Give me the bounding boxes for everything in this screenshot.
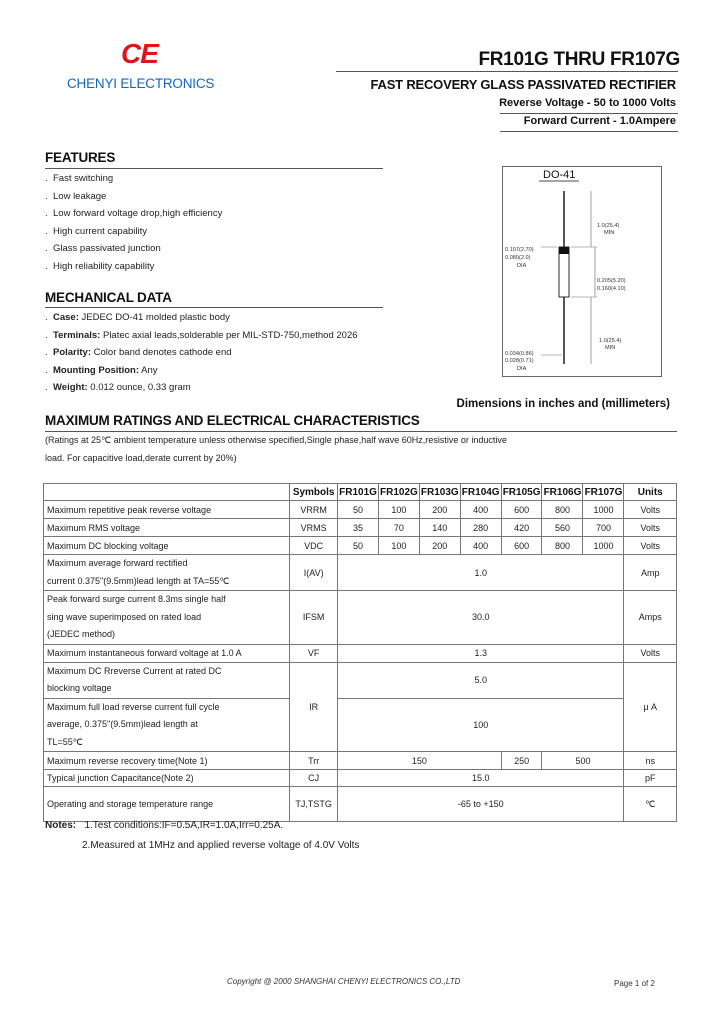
row-value: 150 [338, 752, 502, 770]
row-symbol: VRMS [290, 519, 338, 537]
row-value: 200 [419, 501, 460, 519]
cathode-band [559, 247, 569, 254]
row-value: 420 [501, 519, 542, 537]
row-symbol: IR [290, 662, 338, 752]
row-desc: Maximum average forward rectified current 0.375"(9.5mm)lead length at TA=55℃ [44, 555, 290, 591]
row-value: 700 [583, 519, 624, 537]
dim-lead-length-min: MIN [604, 230, 615, 236]
row-desc: Peak forward surge current 8.3ms single half sing wave superimposed on rated load (JEDEC method) [44, 591, 290, 645]
row-value: 280 [460, 519, 501, 537]
feature-item: . High reliability capability [45, 260, 155, 272]
row-value: 50 [338, 537, 379, 555]
mechanical-list [45, 309, 358, 397]
row-value: 100 [378, 501, 419, 519]
table-row [44, 770, 677, 787]
table-row [44, 501, 677, 519]
row-value: 15.0 [338, 770, 624, 787]
row-value: 100 [378, 537, 419, 555]
mechanical-item: . Weight: 0.012 ounce, 0.33 gram [45, 382, 191, 394]
row-value: 250 [501, 752, 542, 770]
mechanical-divider [45, 307, 383, 308]
row-value: 800 [542, 537, 583, 555]
row-unit: Amp [624, 555, 677, 591]
row-desc: Maximum instantaneous forward voltage at 1.0 A [44, 644, 290, 662]
features-list [45, 170, 222, 276]
header-units: Units [624, 484, 677, 501]
row-value: 1.0 [338, 555, 624, 591]
table-row [44, 698, 677, 752]
row-value: 1000 [583, 537, 624, 555]
header-fr105g: FR105G [501, 484, 542, 501]
row-unit: Volts [624, 519, 677, 537]
header-divider-mid [500, 113, 678, 114]
row-symbol: TJ,TSTG [290, 787, 338, 822]
row-unit: Volts [624, 537, 677, 555]
row-desc: Maximum RMS voltage [44, 519, 290, 537]
note-2: 2.Measured at 1MHz and applied reverse voltage of 4.0V Volts [82, 840, 360, 851]
row-desc: Maximum DC blocking voltage [44, 537, 290, 555]
row-desc: Maximum DC Rreverse Current at rated DC blocking voltage [44, 662, 290, 698]
row-value: 70 [378, 519, 419, 537]
header-fr104g: FR104G [460, 484, 501, 501]
row-desc: Maximum full load reverse current full cycle average, 0.375"(9.5mm)lead length at TL=55℃ [44, 698, 290, 752]
row-desc: Operating and storage temperature range [44, 787, 290, 822]
row-symbol: VF [290, 644, 338, 662]
dim-body-dia-b: 0.080(2.0) [505, 255, 531, 261]
header-fr102g: FR102G [378, 484, 419, 501]
ratings-note-2: load. For capacitive load,derate current by 20%) [45, 453, 237, 463]
company-logo: CE [121, 38, 158, 69]
row-value: 800 [542, 501, 583, 519]
mechanical-item: . Terminals: Platec axial leads,solderable per MIL-STD-750,method 2026 [45, 329, 358, 341]
row-value: 1.3 [338, 644, 624, 662]
reverse-voltage-spec: Reverse Voltage - 50 to 1000 Volts [499, 97, 676, 109]
row-unit: ℃ [624, 787, 677, 822]
diode-body [559, 247, 569, 297]
feature-item: . Low leakage [45, 190, 107, 202]
ratings-note-1: (Ratings at 25℃ ambient temperature unless otherwise specified,Single phase,half wave 60Hz,resistive or inductive [45, 435, 507, 445]
header-divider-top [336, 71, 678, 72]
row-value: 400 [460, 501, 501, 519]
row-symbol: IFSM [290, 591, 338, 645]
row-value: -65 to +150 [338, 787, 624, 822]
row-value: 35 [338, 519, 379, 537]
package-name: DO-41 [543, 169, 576, 181]
note-1: Notes: 1.Test conditions:IF=0.5A,IR=1.0A,Irr=0.25A. [45, 820, 284, 831]
row-symbol: Trr [290, 752, 338, 770]
ratings-title: MAXIMUM RATINGS AND ELECTRICAL CHARACTERISTICS [45, 413, 420, 428]
mechanical-item: . Polarity: Color band denotes cathode end [45, 347, 232, 359]
package-drawing-box [502, 166, 662, 377]
header-fr107g: FR107G [583, 484, 624, 501]
dim-lead-length2-min: MIN [605, 345, 616, 351]
ratings-table [43, 483, 677, 822]
row-value: 50 [338, 501, 379, 519]
row-value: 140 [419, 519, 460, 537]
page-number: Page 1 of 2 [614, 979, 655, 988]
row-value: 5.0 [338, 662, 624, 698]
product-subtitle: FAST RECOVERY GLASS PASSIVATED RECTIFIER [370, 77, 676, 92]
dim-body-len-b: 0.160(4.10) [597, 286, 626, 292]
header-symbols: Symbols [290, 484, 338, 501]
header-fr101g: FR101G [338, 484, 379, 501]
row-value: 500 [542, 752, 624, 770]
feature-item: . Glass passivated junction [45, 243, 161, 255]
copyright-footer: Copyright @ 2000 SHANGHAI CHENYI ELECTRONICS CO.,LTD [227, 977, 461, 986]
feature-item: . Low forward voltage drop,high efficiency [45, 208, 223, 220]
table-row [44, 537, 677, 555]
dimensions-caption: Dimensions in inches and (millimeters) [456, 398, 670, 410]
row-value: 600 [501, 537, 542, 555]
row-desc: Typical junction Capacitance(Note 2) [44, 770, 290, 787]
dim-lead-dia-a: 0.034(0.86) [505, 351, 534, 357]
table-row [44, 555, 677, 591]
table-header-row [44, 484, 677, 501]
feature-item: . High current capability [45, 225, 147, 237]
row-unit: Amps [624, 591, 677, 645]
dim-lead-length2: 1.0(25.4) [599, 338, 622, 344]
mechanical-item: . Case: JEDEC DO-41 molded plastic body [45, 312, 230, 323]
features-divider [45, 168, 383, 169]
row-value: 400 [460, 537, 501, 555]
mechanical-item: . Mounting Position: Any [45, 364, 158, 376]
row-symbol: VDC [290, 537, 338, 555]
table-row [44, 787, 677, 822]
notes-block [45, 820, 359, 851]
row-value: 600 [501, 501, 542, 519]
row-unit: pF [624, 770, 677, 787]
row-unit: μ A [624, 662, 677, 752]
ratings-divider [45, 431, 677, 432]
row-unit: Volts [624, 501, 677, 519]
table-row [44, 519, 677, 537]
mechanical-title: MECHANICAL DATA [45, 290, 172, 305]
feature-item: . Fast switching [45, 173, 114, 184]
header-fr103g: FR103G [419, 484, 460, 501]
row-desc: Maximum reverse recovery time(Note 1) [44, 752, 290, 770]
forward-current-spec: Forward Current - 1.0Ampere [523, 115, 676, 127]
row-desc: Maximum repetitive peak reverse voltage [44, 501, 290, 519]
dim-body-dia-c: DIA [517, 263, 527, 269]
table-row [44, 752, 677, 770]
part-title: FR101G THRU FR107G [478, 49, 680, 70]
dim-lead-length: 1.0(25.4) [597, 223, 620, 229]
table-row [44, 662, 677, 698]
row-value: 30.0 [338, 591, 624, 645]
features-title: FEATURES [45, 150, 116, 165]
table-row [44, 644, 677, 662]
row-unit: ns [624, 752, 677, 770]
do41-diagram [503, 167, 663, 378]
row-value: 100 [338, 698, 624, 752]
row-symbol: I(AV) [290, 555, 338, 591]
row-unit: Volts [624, 644, 677, 662]
row-value: 200 [419, 537, 460, 555]
row-symbol: CJ [290, 770, 338, 787]
dim-lead-dia-c: DIA [517, 366, 527, 372]
row-value: 1000 [583, 501, 624, 519]
table-row [44, 591, 677, 645]
row-symbol: VRRM [290, 501, 338, 519]
row-value: 560 [542, 519, 583, 537]
dim-lead-dia-b: 0.028(0.71) [505, 358, 534, 364]
header-fr106g: FR106G [542, 484, 583, 501]
dim-body-len-a: 0.205(5.20) [597, 278, 626, 284]
dim-body-dia-a: 0.107(2.70) [505, 247, 534, 253]
header-divider-bottom [500, 131, 678, 132]
company-name: CHENYI ELECTRONICS [67, 76, 215, 91]
header-description [44, 484, 290, 501]
